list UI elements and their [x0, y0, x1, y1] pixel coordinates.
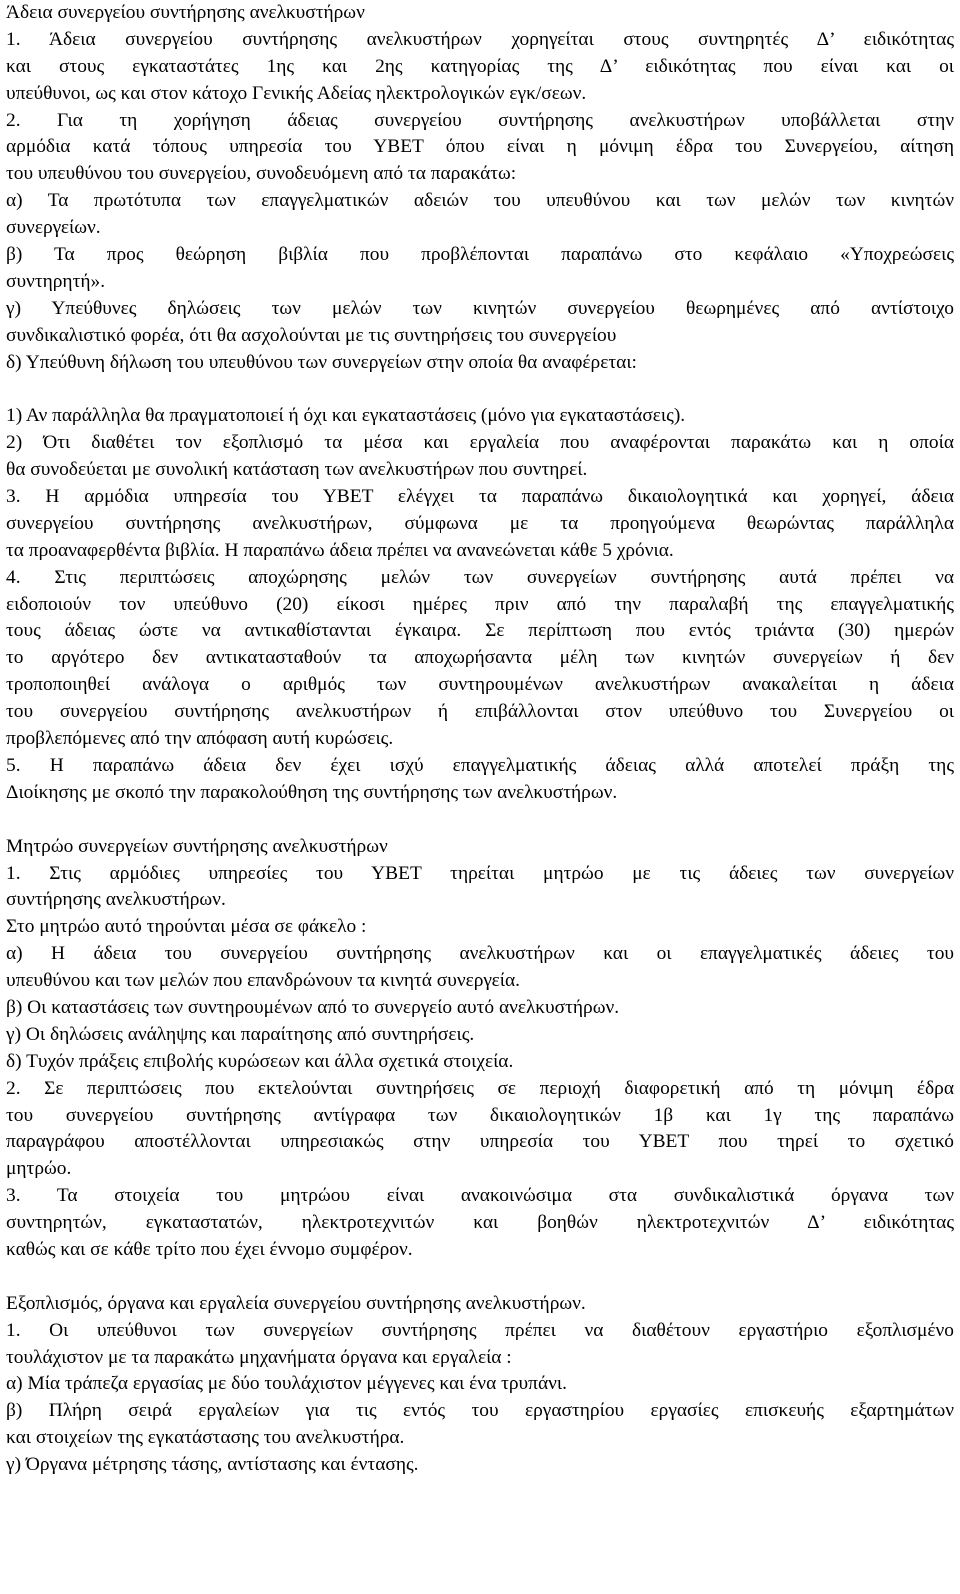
text-line: συντήρησης ανελκυστήρων. — [6, 889, 226, 911]
text-line: Διοίκησης με σκοπό την παρακολούθηση της συντήρησης των ανελκυστήρων. — [6, 781, 618, 803]
text-line: παραγράφου αποστέλλονται υπηρεσιακώς στην υπηρεσία του ΥΒΕΤ που τηρεί το σχετικό — [6, 1131, 954, 1153]
text-line: 3. Τα στοιχεία του μητρώου είναι ανακοινώσιμα στα συνδικαλιστικά όργανα των — [6, 1185, 954, 1207]
text-line: β) Οι καταστάσεις των συντηρουμένων από το συνεργείο αυτό ανελκυστήρων. — [6, 996, 620, 1018]
text-line: τους άδειας ώστε να αντικαθίστανται έγκαιρα. Σε περίπτωση που εντός τριάντα (30) ημερών — [6, 620, 954, 642]
text-line: β) Πλήρη σειρά εργαλείων για τις εντός του εργαστηρίου εργασίες επισκευής εξαρτημάτων — [6, 1400, 954, 1422]
text-line: συνδικαλιστικό φορέα, ότι θα ασχολούνται με τις συντηρήσεις του συνεργείου — [6, 324, 617, 346]
text-line: 1. Οι υπεύθυνοι των συνεργείων συντήρησης πρέπει να διαθέτουν εργαστήριο εξοπλισμένο — [6, 1319, 954, 1341]
text-line: 1. Στις αρμόδιες υπηρεσίες του ΥΒΕΤ τηρείται μητρώο με τις άδειες των συνεργείων — [6, 862, 954, 884]
text-line: του συνεργείου συντήρησης ανελκυστήρων ή επιβάλλονται στον υπεύθυνο του Συνεργείου οι — [6, 701, 954, 723]
text-line: αρμόδια κατά τόπους υπηρεσία του ΥΒΕΤ όπου είναι η μόνιμη έδρα του Συνεργείου, αίτηση — [6, 136, 954, 158]
text-line: Στο μητρώο αυτό τηρούνται μέσα σε φάκελο : — [6, 916, 367, 938]
document-page — [6, 0, 954, 1479]
blank-line — [6, 376, 954, 403]
text-line: Εξοπλισμός, όργανα και εργαλεία συνεργείου συντήρησης ανελκυστήρων. — [6, 1292, 586, 1314]
text-line: τροποποιηθεί ανάλογα ο αριθμός των συντηρουμένων ανελκυστήρων ανακαλείται η άδεια — [6, 674, 954, 696]
text-line: 5. Η παραπάνω άδεια δεν έχει ισχύ επαγγελματικής άδειας αλλά αποτελεί πράξη της — [6, 754, 954, 776]
text-line: δ) Υπεύθυνη δήλωση του υπευθύνου των συνεργείων στην οποία θα αναφέρεται: — [6, 351, 637, 373]
text-line: δ) Τυχόν πράξεις επιβολής κυρώσεων και άλλα σχετικά στοιχεία. — [6, 1050, 514, 1072]
text-line: συνεργείων. — [6, 217, 101, 239]
text-line: συντηρητών, εγκαταστατών, ηλεκτροτεχνιτών και βοηθών ηλεκτροτεχνιτών Δ’ ειδικότητας — [6, 1212, 954, 1234]
text-line: α) Η άδεια του συνεργείου συντήρησης ανελκυστήρων και οι επαγγελματικές άδειες του — [6, 943, 954, 965]
text-line: τα προαναφερθέντα βιβλία. Η παραπάνω άδεια πρέπει να ανανεώνεται κάθε 5 χρόνια. — [6, 539, 674, 561]
text-line: Άδεια συνεργείου συντήρησης ανελκυστήρων — [6, 2, 365, 23]
text-line: 2. Για τη χορήγηση άδειας συνεργείου συντήρησης ανελκυστήρων υποβάλλεται στην — [6, 109, 954, 131]
text-line: 2. Σε περιπτώσεις που εκτελούνται συντηρήσεις σε περιοχή διαφορετική από τη μόνιμη έδρα — [6, 1077, 954, 1099]
text-line: του συνεργείου συντήρησης αντίγραφα των δικαιολογητικών 1β και 1γ της παραπάνω — [6, 1104, 954, 1126]
text-line: υπευθύνου και των μελών που επανδρώνουν τα κινητά συνεργεία. — [6, 970, 521, 992]
text-line: το αργότερο δεν αντικατασταθούν τα αποχωρήσαντα μέλη των κινητών συνεργείων ή δεν — [6, 647, 954, 669]
text-line: γ) Όργανα μέτρησης τάσης, αντίστασης και έντασης. — [6, 1454, 419, 1476]
blank-line — [6, 1264, 954, 1291]
text-line: 4. Στις περιπτώσεις αποχώρησης μελών των συνεργείων συντήρησης αυτά πρέπει να — [6, 566, 954, 588]
text-line: και στους εγκαταστάτες 1ης και 2ης κατηγορίας της Δ’ ειδικότητας που είναι και οι — [6, 55, 954, 77]
text-line: συντηρητή». — [6, 270, 106, 292]
text-line: α) Μία τράπεζα εργασίας με δύο τουλάχιστον μέγγενες και ένα τρυπάνι. — [6, 1373, 567, 1395]
text-line: 1) Αν παράλληλα θα πραγματοποιεί ή όχι και εγκαταστάσεις (μόνο για εγκαταστάσεις). — [6, 405, 686, 427]
text-line: β) Τα προς θεώρηση βιβλία που προβλέπονται παραπάνω στο κεφάλαιο «Υποχρεώσεις — [6, 244, 954, 266]
text-line: του υπευθύνου του συνεργείου, συνοδευόμενη από τα παρακάτω: — [6, 163, 517, 185]
text-line: τουλάχιστον με τα παρακάτω μηχανήματα όργανα και εργαλεία : — [6, 1346, 512, 1368]
text-line: 2) Ότι διαθέτει τον εξοπλισμό τα μέσα και εργαλεία που αναφέρονται παρακάτω και η οποία — [6, 432, 954, 454]
text-line: Μητρώο συνεργείων συντήρησης ανελκυστήρων — [6, 835, 388, 857]
text-line: 3. Η αρμόδια υπηρεσία του ΥΒΕΤ ελέγχει τα παραπάνω δικαιολογητικά και χορηγεί, άδεια — [6, 486, 954, 508]
text-line: ειδοποιούν τον υπεύθυνο (20) είκοσι ημέρες πριν από την παραλαβή της επαγγελματικής — [6, 593, 954, 615]
text-line: γ) Υπεύθυνες δηλώσεις των μελών των κινητών συνεργείου θεωρημένες από αντίστοιχο — [6, 297, 954, 319]
text-line: γ) Οι δηλώσεις ανάληψης και παραίτησης από συντηρήσεις. — [6, 1023, 475, 1045]
text-line: μητρώο. — [6, 1158, 72, 1180]
text-line: προβλεπόμενες από την απόφαση αυτή κυρώσεις. — [6, 728, 394, 750]
text-line: υπεύθυνοι, ως και στον κάτοχο Γενικής Αδείας ηλεκτρολογικών εγκ/σεων. — [6, 82, 587, 104]
text-line: 1. Άδεια συνεργείου συντήρησης ανελκυστήρων χορηγείται στους συντηρητές Δ’ ειδικότητας — [6, 28, 954, 50]
text-line: συνεργείου συντήρησης ανελκυστήρων, σύμφωνα με τα προηγούμενα θεωρώντας παράλληλα — [6, 512, 954, 534]
text-line: καθώς και σε κάθε τρίτο που έχει έννομο συμφέρον. — [6, 1238, 413, 1260]
blank-line — [6, 807, 954, 834]
text-line: θα συνοδεύεται με συνολική κατάσταση των ανελκυστήρων που συντηρεί. — [6, 459, 588, 481]
text-line: α) Τα πρωτότυπα των επαγγελματικών αδειών του υπευθύνου και των μελών των κινητών — [6, 190, 954, 212]
text-line: και στοιχείων της εγκατάστασης του ανελκυστήρα. — [6, 1427, 405, 1449]
